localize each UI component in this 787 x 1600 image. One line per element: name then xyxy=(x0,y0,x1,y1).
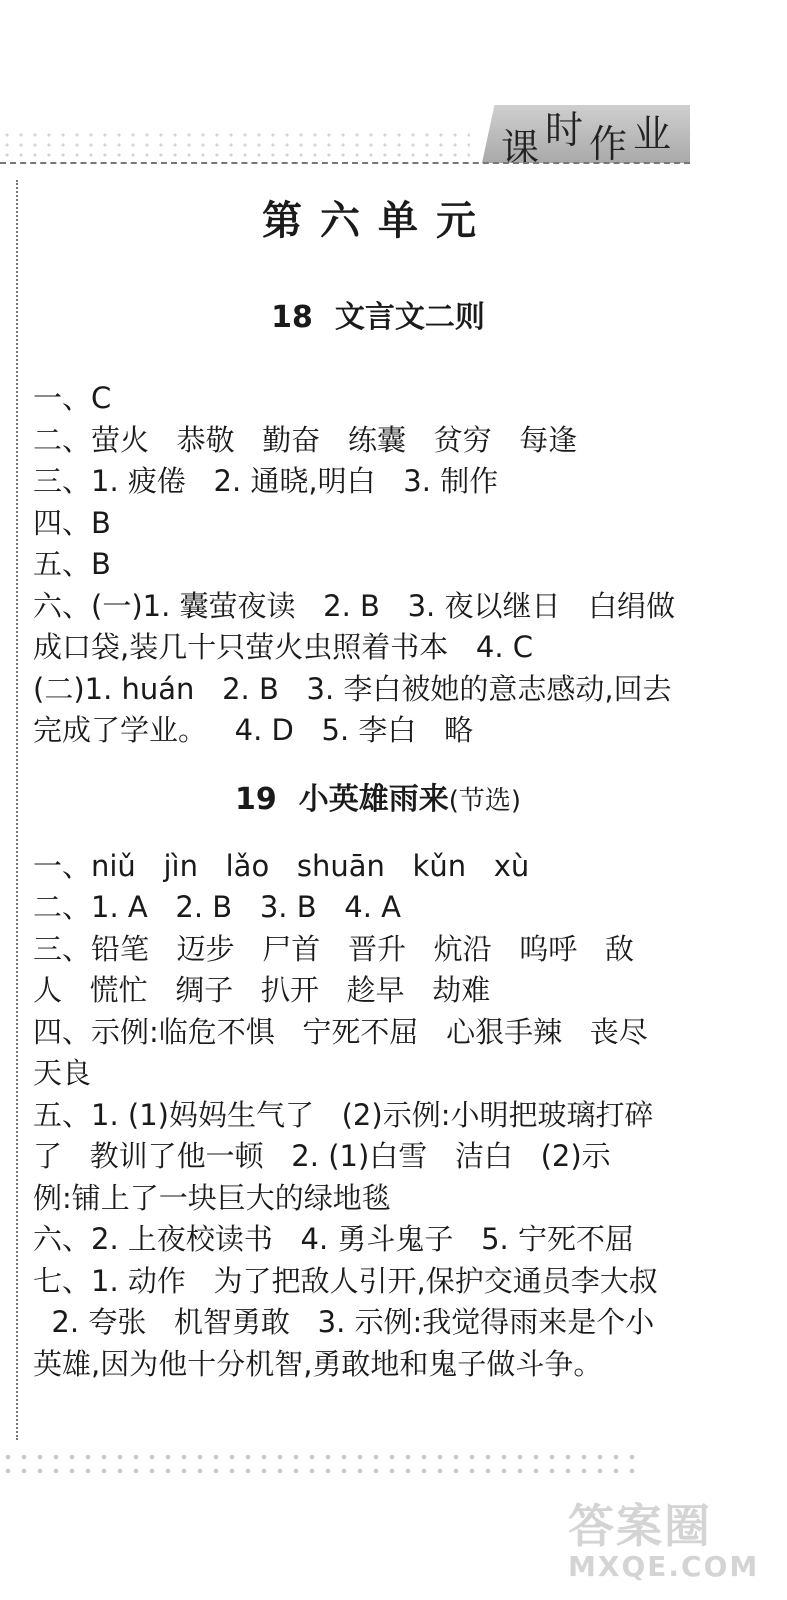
answer-line: 二、萤火 恭敬 勤奋 练囊 贫穷 每逢 xyxy=(33,422,578,457)
lesson-name: 小英雄雨来 xyxy=(298,781,449,817)
answer-line: 二、1. A 2. B 3. B 4. A xyxy=(33,890,401,924)
answer-line: 完成了学业。 4. D 5. 李白 略 xyxy=(33,713,474,747)
answer-line: 四、B xyxy=(33,505,111,540)
answer-line: 一、C xyxy=(33,381,112,415)
lesson-number: 18 xyxy=(271,300,313,335)
watermark-url: MXQE.COM xyxy=(568,1550,760,1583)
answer-line: 天良 xyxy=(33,1056,92,1090)
watermark-text: 答案圈 xyxy=(568,1499,712,1553)
answer-line: 了 教训了他一顿 2. (1)白雪 洁白 (2)示 xyxy=(33,1139,611,1173)
lesson-number: 19 xyxy=(234,781,277,817)
badge-char: 作 xyxy=(589,121,628,166)
answer-line: 五、B xyxy=(33,547,111,581)
answer-line: (二)1. huán 2. B 3. 李白被她的意志感动,回去 xyxy=(33,671,672,706)
lesson-name: 文言文二则 xyxy=(334,300,485,335)
answer-line: 一、niǔ jìn lǎo shuān kǔn xù xyxy=(33,848,530,883)
answer-line: 六、2. 上夜校读书 4. 勇斗鬼子 5. 宁死不屈 xyxy=(33,1222,634,1256)
answer-line: 四、示例:临危不惧 宁死不屈 心狠手辣 丧尽 xyxy=(33,1014,648,1049)
lesson-19-title xyxy=(33,774,723,826)
lesson-19-answers xyxy=(33,846,723,1386)
answer-line: 五、1. (1)妈妈生气了 (2)示例:小明把玻璃打碎 xyxy=(33,1097,654,1132)
answer-line: 三、1. 疲倦 2. 通晓,明白 3. 制作 xyxy=(33,464,499,498)
page-content xyxy=(33,190,723,1385)
header-badge-text xyxy=(482,105,690,170)
lesson-subtitle: (节选) xyxy=(448,785,522,816)
answer-line: 七、1. 动作 为了把敌人引开,保护交通员李大叔 xyxy=(33,1263,658,1298)
badge-char: 业 xyxy=(633,111,672,156)
header-badge xyxy=(482,105,690,170)
header-dot-pattern xyxy=(0,130,470,160)
footer-dot-pattern xyxy=(0,1450,640,1480)
answer-line: 英雄,因为他十分机智,勇敢地和鬼子做斗争。 xyxy=(33,1346,603,1381)
answer-line: 三、铅笔 迈步 尸首 晋升 炕沿 呜呼 敌 xyxy=(33,931,634,966)
watermark-logo xyxy=(568,1490,778,1590)
answer-line: 2. 夸张 机智勇敢 3. 示例:我觉得雨来是个小 xyxy=(33,1305,655,1339)
header-dashed-rule xyxy=(0,162,690,164)
badge-char: 时 xyxy=(544,107,583,152)
answer-line: 例:铺上了一块巨大的绿地毯 xyxy=(33,1180,391,1215)
lesson-18-title xyxy=(33,292,723,344)
answer-line: 人 慌忙 绸子 扒开 趁早 劫难 xyxy=(33,973,491,1007)
answer-line: 六、(一)1. 囊萤夜读 2. B 3. 夜以继日 白绢做 xyxy=(33,588,676,623)
left-dotted-rule xyxy=(16,180,18,1440)
unit-title: 第六单元 xyxy=(262,198,494,244)
lesson-18-answers xyxy=(33,378,723,752)
badge-char: 课 xyxy=(500,125,539,170)
answer-line: 成口袋,装几十只萤火虫照着书本 4. C xyxy=(33,630,534,664)
